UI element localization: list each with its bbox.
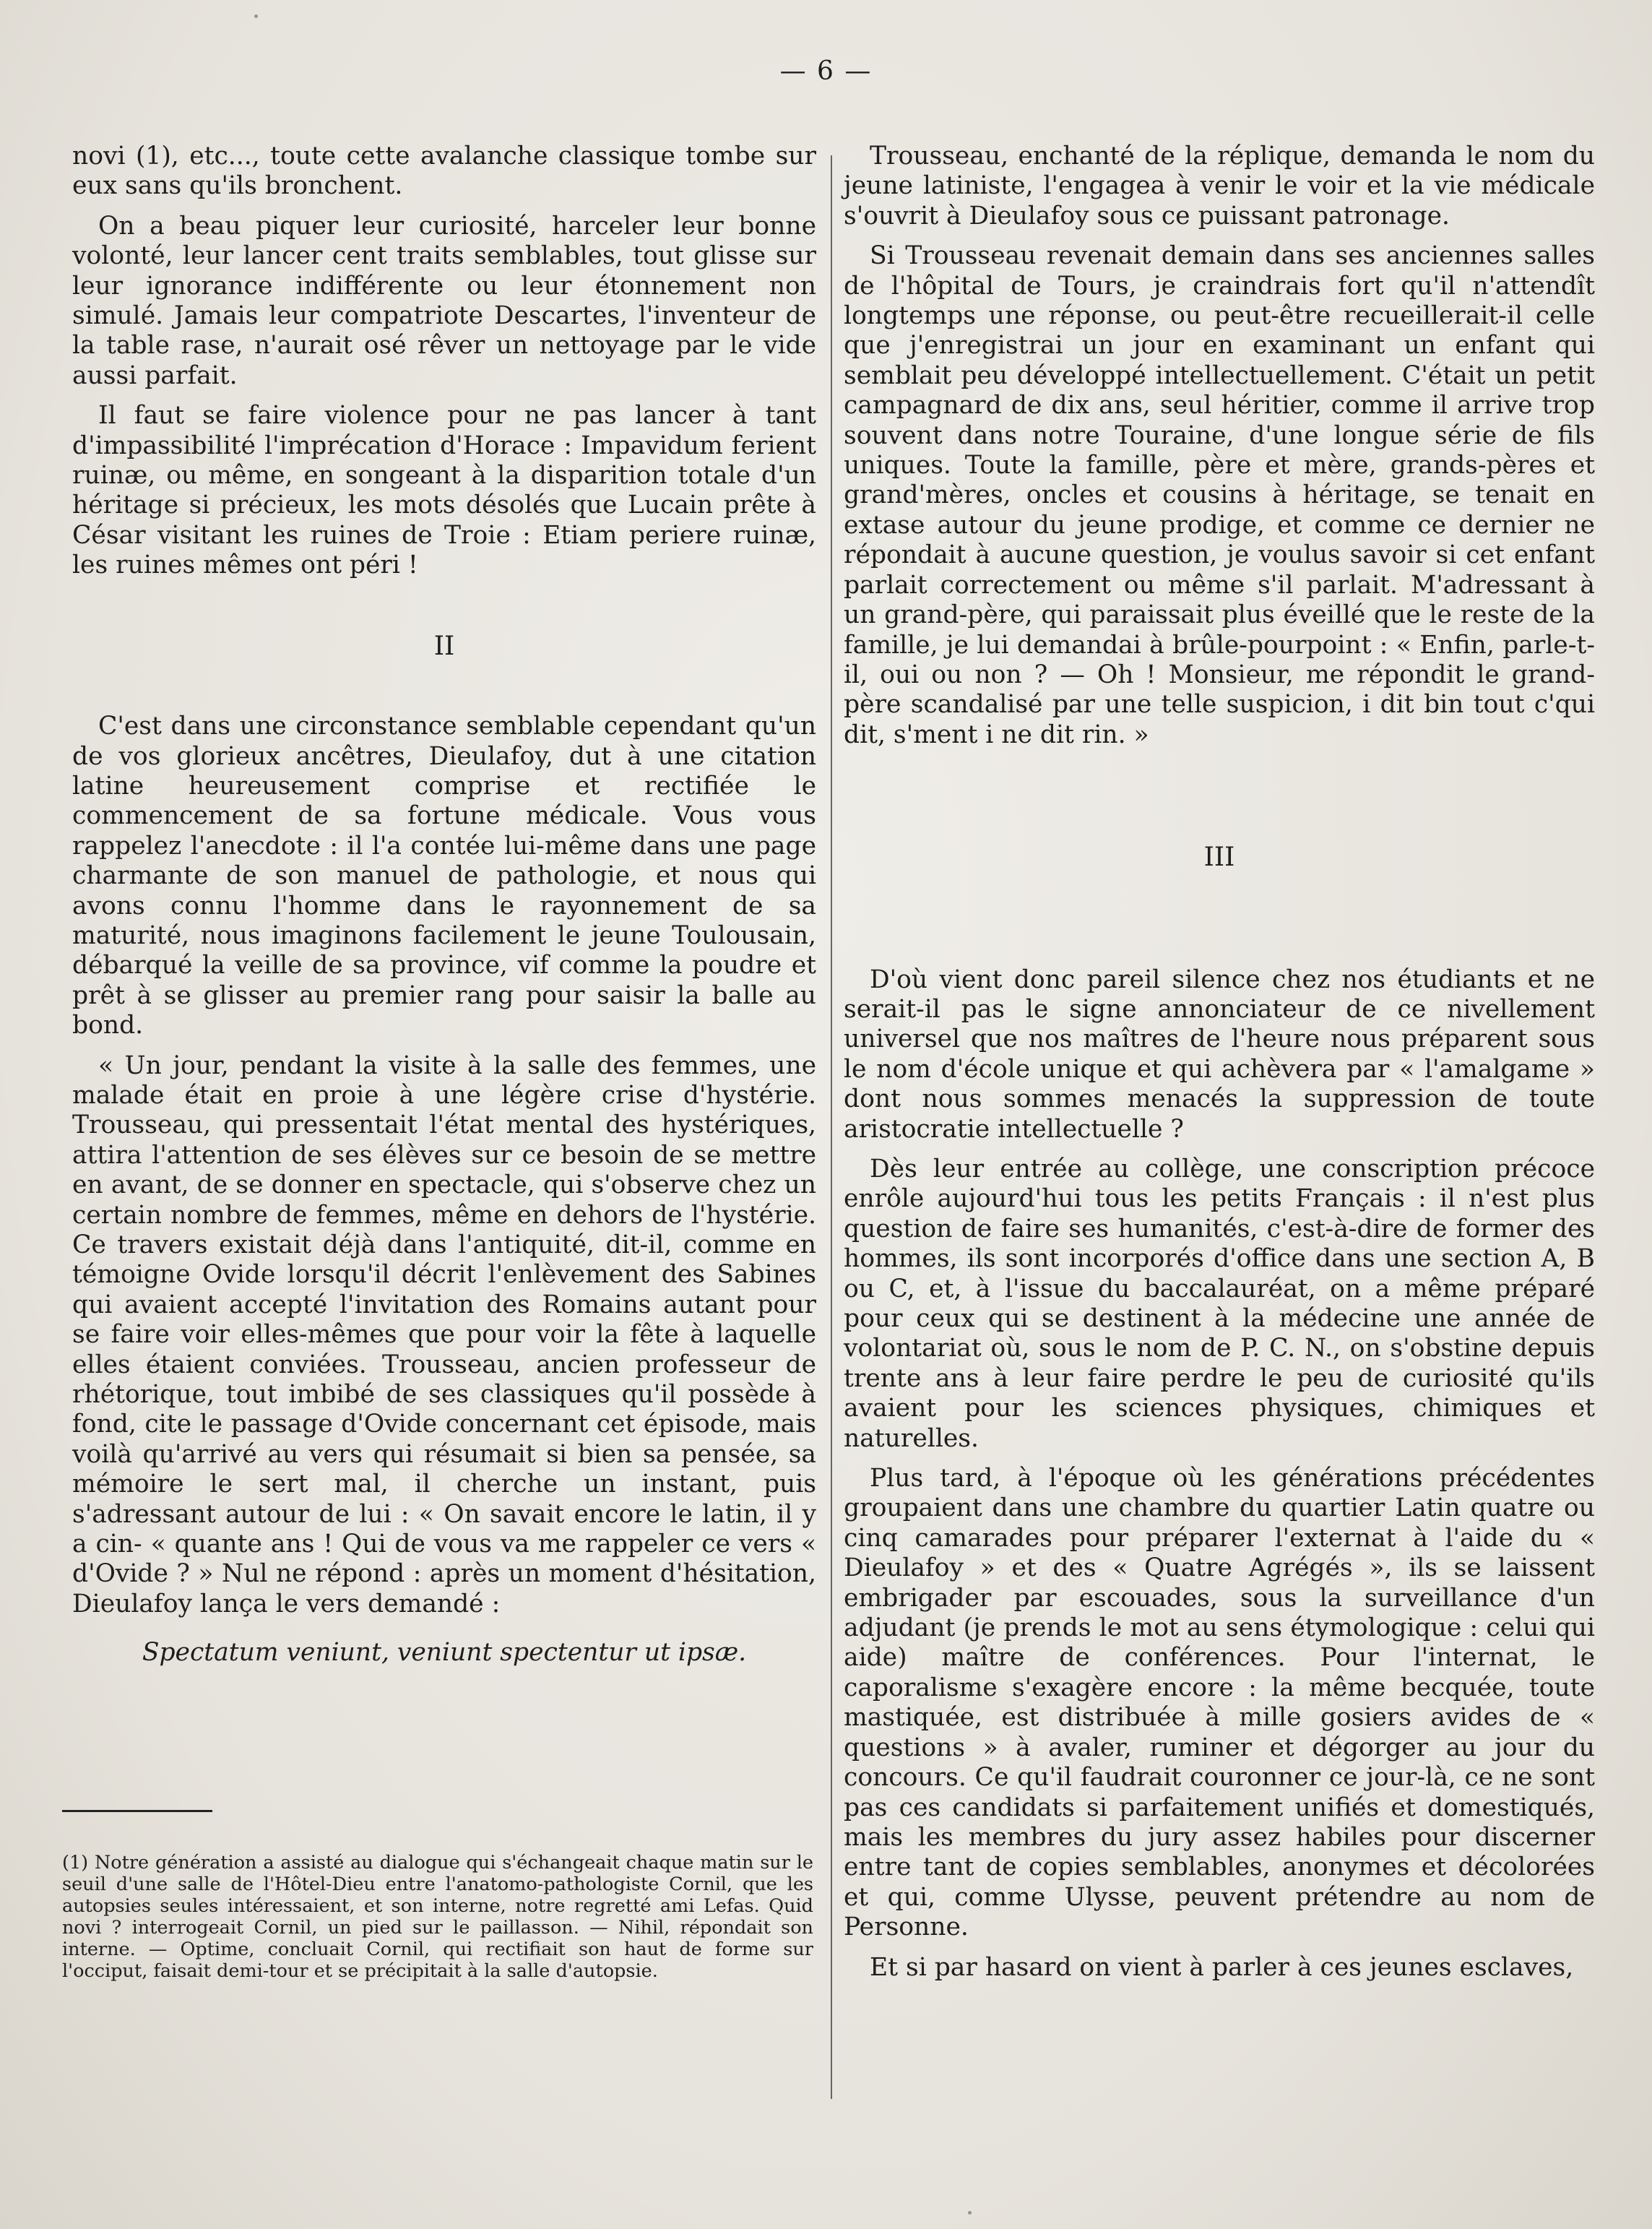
column-divider xyxy=(831,155,832,2099)
paragraph: Et si par hasard on vient à parler à ces jeunes esclaves, xyxy=(870,1952,1574,1982)
footnote-rule xyxy=(62,1810,212,1812)
speck xyxy=(968,2211,972,2215)
speck xyxy=(254,14,258,18)
left-column xyxy=(72,142,816,1678)
paragraph: Si Trousseau revenait demain dans ses anciennes salles de l'hôpital de Tours, je craindrais fort qu'il n'attendît longtemps une réponse, ou peut-être recueillerait-il celle que j'enregistrai un jour en examinant un enfant qui semblait peu développé intellectuellement. C'était un petit campagnard de dix ans, seul héritier, comme il arrive trop souvent dans notre Touraine, d'une longue série de fils uniques. Toute la famille, père et mère, grands-pères et grand'mères, oncles et cousins à héritage, se tenait en extase autour du jeune prodige, et comme ce dernier ne répondait à aucune question, je voulus savoir si cet enfant parlait correctement ou même s'il parlait. M'adressant à un grand-père, qui paraissait plus éveillé que le reste de la famille, je lui demandai à brûle-pourpoint : « Enfin, parle-t-il, oui ou non ? — Oh ! Monsieur, me répondit le grand-père scandalisé par une telle suspicion, i dit bin tout c'qui dit, s'ment i ne dit rin. » xyxy=(844,241,1595,749)
paragraph: Trousseau, enchanté de la réplique, demanda le nom du jeune latiniste, l'engagea à venir le voir et la vie médicale s'ouvrit à Dieulafoy sous ce puissant patronage. xyxy=(844,142,1595,230)
paragraph: novi (1), etc..., toute cette avalanche classique tombe sur eux sans qu'ils bronchent. xyxy=(72,142,816,201)
paragraph: C'est dans une circonstance semblable cependant qu'un de vos glorieux ancêtres, Dieulafoy, dut à une citation latine heureusement comprise et rectifiée le commencement de sa fortune médicale. Vous vous rappelez l'anecdote : il l'a contée lui-même dans une page charmante de son manuel de pathologie, et nous qui avons connu l'homme dans le rayonnement de sa maturité, nous imaginons facilement le jeune Toulousain, débarqué la veille de sa province, vif comme la poudre et prêt à se glisser au premier rang pour saisir la balle au bond. xyxy=(72,712,816,1040)
footnote-text: (1) Notre génération a assisté au dialogue qui s'échangeait chaque matin sur le seuil d'une salle de l'Hôtel-Dieu entre l'anatomo-pathologiste Cornil, que les autopsies seules intéressaient, et son interne, notre regretté ami Lefas. Quid novi ? interrogeait Cornil, un pied sur le paillasson. — Nihil, répondait son interne. — Optime, concluait Cornil, qui rectifiait son haut de forme sur l'occiput, faisait demi-tour et se précipitait à la salle d'autopsie. xyxy=(62,1852,813,1982)
section-heading-ii: II xyxy=(433,631,455,661)
paragraph: On a beau piquer leur curiosité, harceler leur bonne volonté, leur lancer cent traits semblables, tout glisse sur leur ignorance indifférente ou leur étonnement non simulé. Jamais leur compatriote Descartes, l'inventeur de la table rase, n'aurait osé rêver un nettoyage par le vide aussi parfait. xyxy=(72,211,816,390)
paragraph: Dès leur entrée au collège, une conscription précoce enrôle aujourd'hui tous les petits Français : il n'est plus question de faire ses humanités, c'est-à-dire de former des hommes, ils sont incorporés d'office dans une section A, B ou C, et, à l'issue du baccalauréat, on a même préparé pour ceux qui se destinent à la médecine une année de volontariat où, sous le nom de P. C. N., on s'obstine depuis trente ans à leur faire perdre le peu de curiosité qu'ils avaient pour les sciences physiques, chimiques et naturelles. xyxy=(844,1154,1595,1453)
paragraph: Il faut se faire violence pour ne pas lancer à tant d'impassibilité l'imprécation d'Horace : Impavidum ferient ruinæ, ou même, en songeant à la disparition totale d'un héritage si précieux, les mots désolés que Lucain prête à César visitant les ruines de Troie : Etiam periere ruinæ, les ruines mêmes ont péri ! xyxy=(72,401,816,580)
footnote xyxy=(62,1852,813,1982)
latin-verse: Spectatum veniunt, veniunt spectentur ut ipsæ. xyxy=(142,1638,747,1668)
page-number: — 6 — xyxy=(779,56,873,86)
section-heading-iii: III xyxy=(1203,842,1235,873)
paragraph: « Un jour, pendant la visite à la salle des femmes, une malade était en proie à une légère crise d'hystérie. Trousseau, qui pressentait l'état mental des hystériques, attira l'attention de ses élèves sur ce besoin de se mettre en avant, de se donner en spectacle, qui s'observe chez un certain nombre de femmes, même en dehors de l'hystérie. Ce travers existait déjà dans l'antiquité, dit-il, comme en témoigne Ovide lorsqu'il décrit l'enlèvement des Sabines qui avaient accepté l'invitation des Romains autant pour se faire voir elles-mêmes que pour voir la fête à laquelle elles étaient conviées. Trousseau, ancien professeur de rhétorique, tout imbibé de ses classiques qu'il possède à fond, cite le passage d'Ovide concernant cet épisode, mais voilà qu'arrivé au vers qui résumait si bien sa pensée, sa mémoire le sert mal, il cherche un instant, puis s'adressant autour de lui : « On savait encore le latin, il y a cin- « quante ans ! Qui de vous va me rappeler ce vers « d'Ovide ? » Nul ne répond : après un moment d'hésitation, Dieulafoy lança le vers demandé : xyxy=(72,1051,816,1618)
paragraph: D'où vient donc pareil silence chez nos étudiants et ne serait-il pas le signe annonciateur de ce nivellement universel que nos maîtres de l'heure nous préparent sous le nom d'école unique et qui achèvera par « l'amalgame » dont nous sommes menacés la suppression de toute aristocratie intellectuelle ? xyxy=(844,965,1595,1144)
right-column xyxy=(844,142,1595,1993)
paragraph: Plus tard, à l'époque où les générations précédentes groupaient dans une chambre du quartier Latin quatre ou cinq camarades pour préparer l'externat à l'aide du « Dieulafoy » et des « Quatre Agrégés », ils se laissent embrigader par escouades, sous la surveillance d'un adjudant (je prends le mot au sens étymologique : celui qui aide) maître de conférences. Pour l'internat, le caporalisme s'exagère encore : la même becquée, toute mastiquée, est distribuée à mille gosiers avides de « questions » à avaler, ruminer et dégorger au jour du concours. Ce qu'il faudrait couronner ce jour-là, ce ne sont pas ces candidats si parfaitement unifiés et domestiqués, mais les membres du jury assez habiles pour discerner entre tant de copies semblables, anonymes et décolorées et qui, comme Ulysse, peuvent prétendre au nom de Personne. xyxy=(844,1464,1595,1942)
